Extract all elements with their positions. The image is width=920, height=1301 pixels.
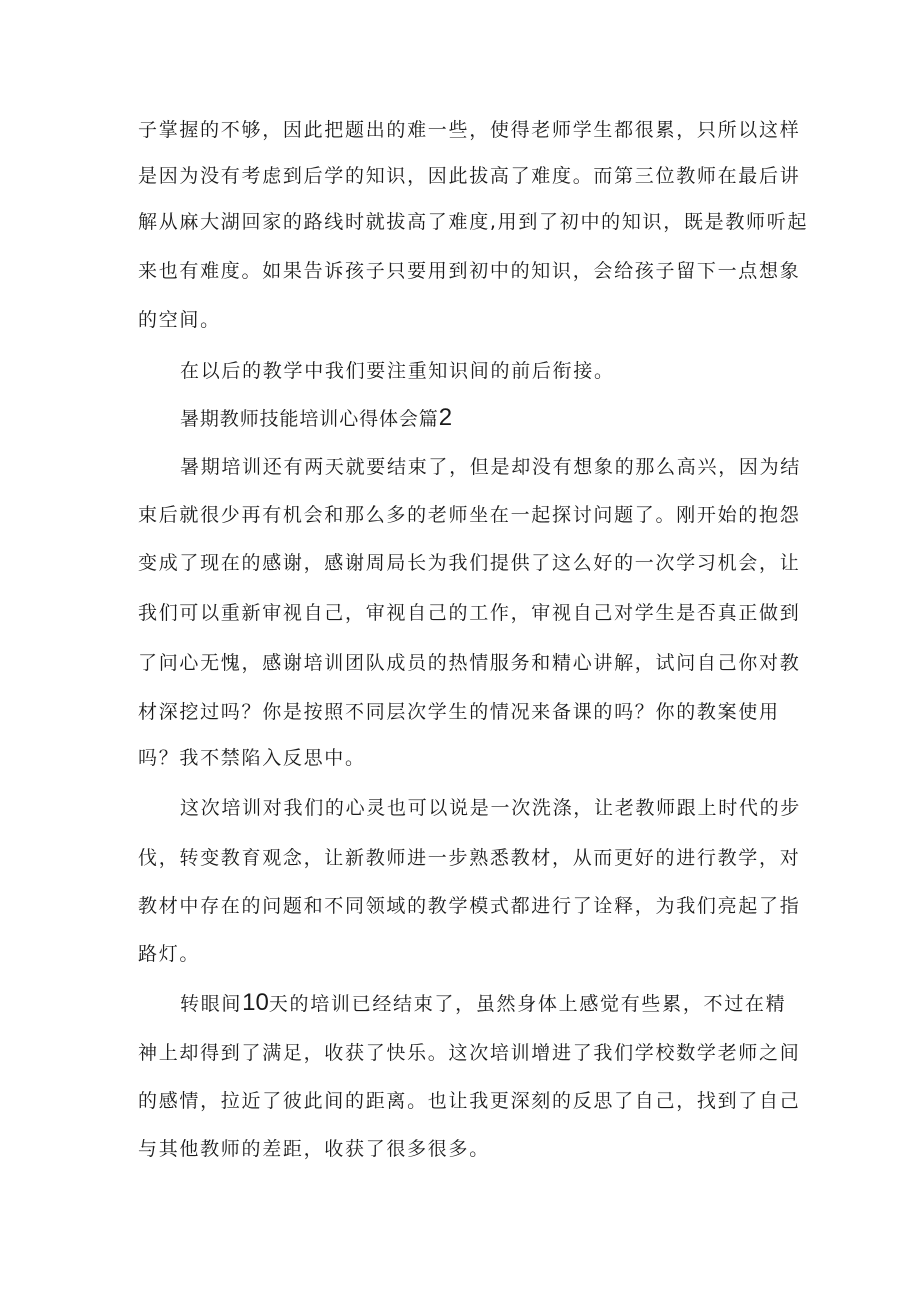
paragraph-line: 神上却得到了满足，收获了快乐。这次培训增进了我们学校数学老师之间 bbox=[138, 1042, 801, 1064]
section-heading-text: 暑期教师技能培训心得体会篇 bbox=[180, 408, 439, 430]
paragraph-line: 伐，转变教育观念，让新教师进一步熟悉教材，从而更好的进行教学，对 bbox=[138, 847, 801, 869]
paragraph-line: 暑期培训还有两天就要结束了，但是却没有想象的那么高兴，因为结 bbox=[180, 456, 802, 478]
paragraph-line: 变成了现在的感谢，感谢周局长为我们提供了这么好的一次学习机会，让 bbox=[138, 552, 801, 574]
paragraph-line: 的感情，拉近了彼此间的距离。也让我更深刻的反思了自己，找到了自己 bbox=[138, 1090, 801, 1112]
paragraph-line: 这次培训对我们的心灵也可以说是一次洗涤，让老教师跟上时代的步 bbox=[180, 797, 802, 819]
paragraph-line bbox=[180, 990, 786, 1017]
paragraph-line: 吗？我不禁陷入反思中。 bbox=[138, 747, 366, 769]
section-heading-number: 2 bbox=[438, 404, 453, 431]
paragraph-line: 子掌握的不够，因此把题出的难一些，使得老师学生都很累，只所以这样 bbox=[138, 119, 801, 141]
paragraph-line: 解从麻大湖回家的路线时就拔高了难度,用到了初中的知识，既是教师听起 bbox=[138, 211, 809, 233]
paragraph-line: 来也有难度。如果告诉孩子只要用到初中的知识，会给孩子留下一点想象 bbox=[138, 260, 801, 282]
paragraph-line: 材深挖过吗？你是按照不同层次学生的情况来备课的吗？你的教案使用 bbox=[138, 701, 780, 723]
section-heading bbox=[180, 405, 452, 432]
paragraph-line: 在以后的教学中我们要注重知识间的前后衔接。 bbox=[180, 360, 615, 382]
line-text-before-number: 转眼间 bbox=[180, 993, 243, 1015]
line-text-after-number: 天的培训已经结束了，虽然身体上感觉有些累，不过在精 bbox=[268, 993, 787, 1015]
paragraph-line: 的空间。 bbox=[138, 309, 221, 331]
paragraph-line: 束后就很少再有机会和那么多的老师坐在一起探讨问题了。刚开始的抱怨 bbox=[138, 504, 801, 526]
paragraph-line: 教材中存在的问题和不同领域的教学模式都进行了诠释，为我们亮起了指 bbox=[138, 895, 801, 917]
paragraph-line: 我们可以重新审视自己，审视自己的工作，审视自己对学生是否真正做到 bbox=[138, 602, 801, 624]
paragraph-line: 与其他教师的差距，收获了很多很多。 bbox=[138, 1138, 490, 1160]
paragraph-line: 是因为没有考虑到后学的知识，因此拔高了难度。而第三位教师在最后讲 bbox=[138, 165, 801, 187]
inline-number: 10 bbox=[242, 989, 269, 1016]
paragraph-line: 了问心无愧，感谢培训团队成员的热情服务和精心讲解，试问自己你对教 bbox=[138, 652, 801, 674]
paragraph-line: 路灯。 bbox=[138, 943, 201, 965]
